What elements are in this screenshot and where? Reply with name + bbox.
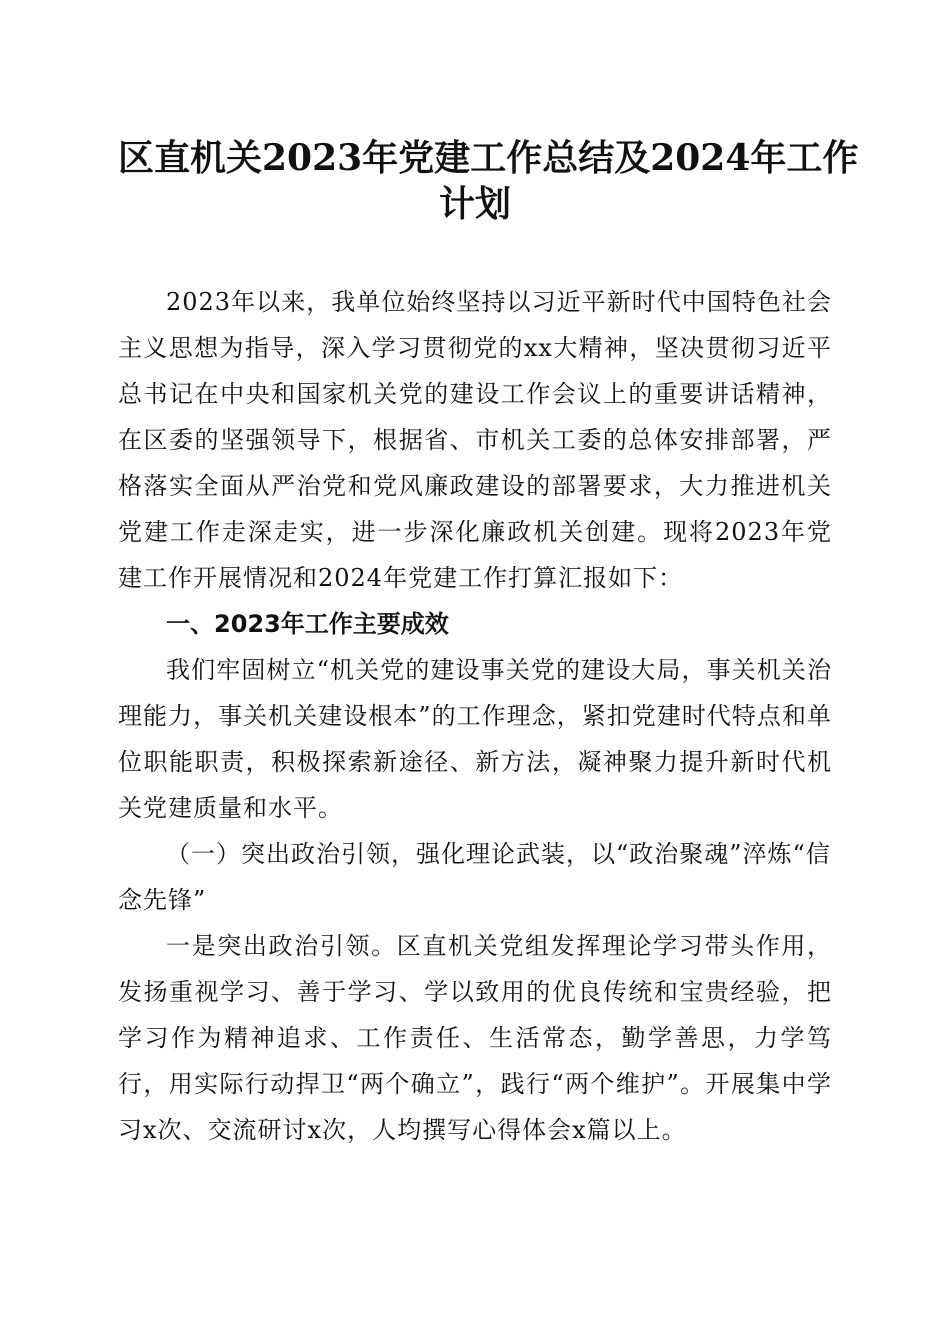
section-heading: 一、2023年工作主要成效 [166, 610, 449, 638]
title-line-1: 区直机关2023年党建工作总结及2024年工作 [118, 137, 859, 179]
subsection-heading: （一）突出政治引领，强化理论武装，以“政治聚魂”淬炼“信念先锋” [118, 840, 831, 914]
title-line-2: 计划 [438, 183, 511, 225]
document-page [118, 135, 859, 1153]
section-paragraph: 我们牢固树立“机关党的建设事关党的建设大局，事关机关治理能力，事关机关建设根本”的工作理念，紧扣党建时代特点和单位职能职责，积极探索新途径、新方法，凝神聚力提升新时代机关党建质量和水平。 [118, 656, 832, 822]
document-body [118, 279, 832, 1153]
document-title [118, 135, 859, 227]
subsection-paragraph: 一是突出政治引领。区直机关党组发挥理论学习带头作用，发扬重视学习、善于学习、学以致用的优良传统和宝贵经验，把学习作为精神追求、工作责任、生活常态，勤学善思，力学笃行，用实际行动捍卫“两个确立”，践行“两个维护”。开展集中学习x次、交流研讨x次，人均撰写心得体会x篇以上。 [118, 932, 832, 1144]
intro-paragraph: 2023年以来，我单位始终坚持以习近平新时代中国特色社会主义思想为指导，深入学习贯彻党的xx大精神，坚决贯彻习近平总书记在中央和国家机关党的建设工作会议上的重要讲话精神，在区委的坚强领导下，根据省、市机关工委的总体安排部署，严格落实全面从严治党和党风廉政建设的部署要求，大力推进机关党建工作走深走实，进一步深化廉政机关创建。现将2023年党建工作开展情况和2024年党建工作打算汇报如下： [118, 288, 832, 592]
